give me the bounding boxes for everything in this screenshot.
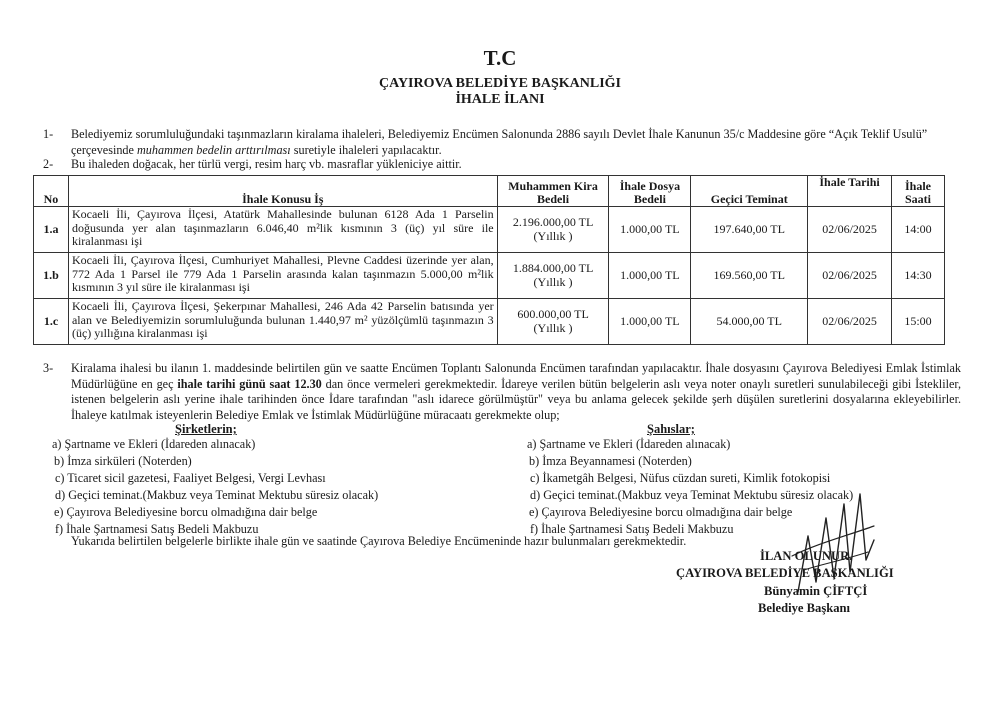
paragraph-2: Bu ihaleden doğacak, her türlü vergi, resim harç vb. masraflar yükleniciye aittir. [71, 157, 462, 171]
row-tarih: 02/06/2025 [808, 207, 892, 253]
row-dosya: 1.000,00 TL [609, 207, 691, 253]
list-item: d) Geçici teminat.(Makbuz veya Teminat Mektubu süresiz olacak) [530, 488, 854, 502]
row-muhammen-value: 2.196.000,00 TL [512, 215, 594, 229]
tender-table [33, 175, 945, 345]
paragraph-3-text-a: Kiralama ihalesi bu ilanın 1. maddesinde belirtilen gün ve saatte Encümen Toplantı Salonunda Encümen tarafından yapılacaktır. İhale dosyasını Çayırova Belediyesi Emlak İstimlak Müdürlüğüne en geç [71, 361, 961, 391]
table-row [34, 253, 945, 299]
header-saat: İhale Saati [892, 176, 945, 207]
sahislar-title: Şahıslar; [647, 422, 695, 436]
row-no: 1.a [34, 207, 69, 253]
row-saat: 14:00 [892, 207, 945, 253]
row-muhammen-value: 1.884.000,00 TL [512, 261, 594, 275]
paragraph-3 [71, 361, 961, 423]
row-konu: Kocaeli İli, Çayırova İlçesi, Atatürk Mahallesinde bulunan 6128 Ada 1 Parselin doğusunda yer alan taşınmazların 6.046,40 m²lik kısmının 3 (üç) yıl süre ile kiralanması işi [68, 207, 497, 253]
header-konu: İhale Konusu İş [68, 176, 497, 207]
paragraph-3-number: 3- [43, 361, 54, 375]
row-muhammen [497, 299, 609, 345]
row-konu: Kocaeli İli, Çayırova İlçesi, Cumhuriyet Mahallesi, Plevne Caddesi üzerinde yer alan, 772 Ada 1 Parsel ile 779 Ada 1 Parselin arasında kalan taşınmazın 5.000,00 m²lik kısmının 3 yıl süre ile kiralanması işi [68, 253, 497, 299]
list-item: b) İmza Beyannamesi (Noterden) [529, 454, 692, 468]
row-muhammen-value: 600.000,00 TL [517, 307, 589, 321]
paragraph-1-text-a: Belediyemiz sorumluluğundaki taşınmazların kiralama ihaleleri, Belediyemiz Encümen Salonunda 2886 sayılı Devlet İhale Kanunun 35/c Maddesine göre “Açık Teklif Usulü” çerçevesinde [71, 127, 928, 157]
header-subtitle: İHALE İLANI [455, 92, 545, 107]
row-saat: 14:30 [892, 253, 945, 299]
sirketler-list [52, 436, 378, 538]
list-item: f) İhale Şartnamesi Satış Bedeli Makbuzu [55, 522, 259, 536]
list-item: a) Şartname ve Ekleri (İdareden alınacak) [527, 437, 731, 451]
row-tarih: 02/06/2025 [808, 253, 892, 299]
mayor-name: Bünyamin ÇİFTÇİ [764, 584, 868, 598]
row-teminat: 169.560,00 TL [691, 253, 808, 299]
paragraph-1-number: 1- [43, 127, 54, 141]
table-header-row [34, 176, 945, 207]
row-konu: Kocaeli İli, Çayırova İlçesi, Şekerpınar Mahallesi, 246 Ada 42 Parselin batısında yer alan ve Belediyemizin sorumluluğunda bulunan 1.440,97 m² yüzölçümlü taşınmazın 3 (üç) yıllığına kiralanması işi [68, 299, 497, 345]
header-dosya: İhale Dosya Bedeli [609, 176, 691, 207]
list-item: e) Çayırova Belediyesine borcu olmadığına dair belge [54, 505, 318, 519]
row-teminat: 197.640,00 TL [691, 207, 808, 253]
paragraph-3-text-b: dan önce vermeleri gerekmektedir. İdareye verilen bütün belgelerin aslı veya noter onaylı suretleri sunulabileceği gibi İstekliler, istenen belgelerin aslı yerine ihale tarihinden önce İdare tarafından "aslı idarece görülmüştür" veya bu anlama gelecek şekilde şerh düşülen suretlerini dosyalarına ekleyebilirler. İhaleye katılmak isteyenlerin Belediye Emlak ve İstimlak Müdürlüğüne müracaatı gerekmekte olup; [71, 376, 961, 422]
list-item: d) Geçici teminat.(Makbuz veya Teminat Mektubu süresiz olacak) [55, 488, 379, 502]
paragraph-1-text-b: suretiyle ihaleleri yapılacaktır. [290, 142, 442, 157]
list-item: a) Şartname ve Ekleri (İdareden alınacak) [52, 437, 256, 451]
row-muhammen [497, 207, 609, 253]
table-row [34, 299, 945, 345]
paragraph-1-italic: muhammen bedelin arttırılması [136, 142, 291, 157]
header-no: No [34, 176, 69, 207]
header-tc: T.C [483, 46, 517, 70]
list-item: c) İkametgâh Belgesi, Nüfus cüzdan sureti, Kimlik fotokopisi [530, 471, 831, 485]
row-no: 1.b [34, 253, 69, 299]
list-item: b) İmza sirküleri (Noterden) [54, 454, 192, 468]
row-dosya: 1.000,00 TL [609, 299, 691, 345]
table-row [34, 207, 945, 253]
paragraph-2-number: 2- [43, 157, 54, 171]
list-item: e) Çayırova Belediyesine borcu olmadığına dair belge [529, 505, 793, 519]
row-muhammen [497, 253, 609, 299]
row-dosya: 1.000,00 TL [609, 253, 691, 299]
header-institution: ÇAYIROVA BELEDİYE BAŞKANLIĞI [379, 76, 621, 91]
paragraph-1 [71, 127, 951, 158]
row-tarih: 02/06/2025 [808, 299, 892, 345]
signature-institution: ÇAYIROVA BELEDİYE BAŞKANLIĞI [676, 566, 894, 580]
header-teminat: Geçici Teminat [691, 176, 808, 207]
row-no: 1.c [34, 299, 69, 345]
paragraph-3-bold: ihale tarihi günü saat 12.30 [177, 376, 322, 391]
mayor-title: Belediye Başkanı [758, 601, 851, 615]
closing-sentence: Yukarıda belirtilen belgelerle birlikte ihale gün ve saatinde Çayırova Belediye Encümeninde hazır bulunmaları gerekmektedir. [71, 534, 687, 548]
list-item: c) Ticaret sicil gazetesi, Faaliyet Belgesi, Vergi Levhası [55, 471, 326, 485]
row-muhammen-period: (Yıllık ) [533, 274, 573, 289]
row-muhammen-period: (Yıllık ) [533, 320, 573, 335]
row-saat: 15:00 [892, 299, 945, 345]
row-teminat: 54.000,00 TL [691, 299, 808, 345]
header-muhammen: Muhammen Kira Bedeli [497, 176, 609, 207]
row-muhammen-period: (Yıllık ) [533, 228, 573, 243]
header-tarih: İhale Tarihi [808, 176, 892, 207]
sirketler-title: Şirketlerin; [175, 422, 237, 436]
ilan-olunur: İLAN OLUNUR. [760, 549, 853, 563]
list-item: f) İhale Şartnamesi Satış Bedeli Makbuzu [530, 522, 734, 536]
